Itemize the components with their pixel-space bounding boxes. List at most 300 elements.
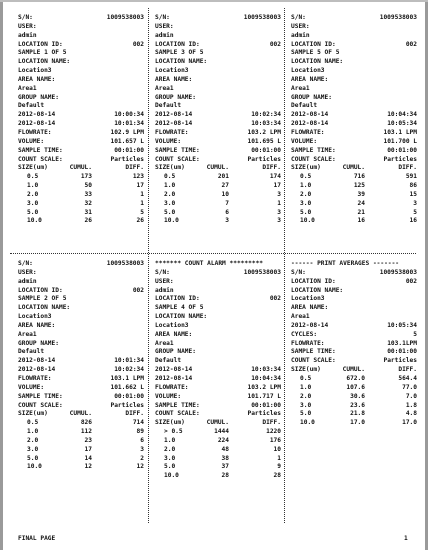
- location-name-value: [18, 67, 144, 76]
- sample-report: [291, 14, 417, 226]
- flowrate-label: FLOWRATE:: [18, 128, 52, 136]
- flowrate-label: FLOWRATE:: [155, 128, 189, 136]
- count-scale-value: Particles: [247, 155, 281, 163]
- sample-time: [18, 147, 144, 156]
- location-id: [18, 287, 144, 296]
- location-name-value-text: Location3: [18, 313, 52, 321]
- area-name-label: [291, 76, 417, 85]
- table-row: [291, 384, 417, 393]
- cumul-cell: 716: [353, 173, 365, 181]
- cumul-cell: 107.6: [346, 383, 365, 391]
- diff-cell: 4.8: [405, 410, 417, 418]
- table-row: [155, 472, 281, 481]
- end-timestamp-label: 2012-08-14: [155, 120, 193, 128]
- count-scale-value: Particles: [110, 155, 144, 163]
- sample-report: [18, 14, 144, 226]
- location-name-label: [291, 287, 417, 296]
- diff-cell: 15: [409, 190, 417, 198]
- sample-index: [18, 295, 144, 304]
- table-row: [291, 191, 417, 200]
- size-table-header: [18, 410, 144, 419]
- end-timestamp-value: 10:02:34: [114, 366, 144, 374]
- size-cell: 0.5: [27, 419, 39, 427]
- flowrate-value: 103.1 LPM: [110, 374, 144, 382]
- user-value: [155, 32, 281, 41]
- cumul-header: CUMUL.: [206, 164, 229, 172]
- table-row: [291, 419, 417, 428]
- cumul-cell: 32: [84, 199, 92, 207]
- group-name-label: [155, 94, 281, 103]
- area-name-value-text: Area1: [18, 84, 37, 92]
- size-cell: 1.0: [300, 383, 312, 391]
- location-id: [155, 295, 281, 304]
- diff-header: DIFF.: [262, 419, 281, 427]
- area-name-label-text: AREA NAME:: [18, 75, 56, 83]
- cumul-cell: 12: [84, 463, 92, 471]
- diff-cell: 9: [277, 463, 281, 471]
- size-cell: 2.0: [300, 190, 312, 198]
- sample-time-value: 00:01:00: [387, 146, 417, 154]
- size-table-header: [291, 366, 417, 375]
- size-cell: 3.0: [300, 401, 312, 409]
- location-name-label: [291, 58, 417, 67]
- area-name-value: [155, 85, 281, 94]
- user-value-text: admin: [18, 31, 37, 39]
- group-name-label-text: GROUP NAME:: [155, 348, 196, 356]
- flowrate-value: 103.2 LPM: [247, 383, 281, 391]
- cumul-cell: 48: [221, 445, 229, 453]
- diff-cell: 5: [140, 208, 144, 216]
- group-name-value-text: Default: [18, 102, 45, 110]
- table-row: [18, 200, 144, 209]
- diff-cell: 16: [409, 217, 417, 225]
- cumul-cell: 14: [84, 454, 92, 462]
- sample-time: [155, 147, 281, 156]
- sample-index: [291, 49, 417, 58]
- cumul-cell: 1444: [214, 428, 229, 436]
- user-label-text: USER:: [155, 22, 174, 30]
- sample-time-label: SAMPLE TIME:: [291, 146, 336, 154]
- size-cell: 5.0: [300, 208, 312, 216]
- sample-report: [155, 260, 281, 481]
- diff-cell: 10: [273, 445, 281, 453]
- serial-number-value: 1009538003: [379, 268, 417, 276]
- size-cell: 0.5: [27, 173, 39, 181]
- location-id-value: 002: [269, 40, 281, 48]
- print-averages-banner-text: ------ PRINT AVERAGES -------: [291, 260, 400, 267]
- cumul-cell: 37: [221, 463, 229, 471]
- location-name-label-text: LOCATION NAME:: [155, 313, 208, 321]
- location-id-value: 002: [405, 277, 417, 285]
- cumul-cell: 38: [221, 454, 229, 462]
- table-row: [291, 182, 417, 191]
- flowrate-label: FLOWRATE:: [291, 128, 325, 136]
- table-row: [18, 463, 144, 472]
- table-row: [291, 217, 417, 226]
- location-id-value: 002: [132, 40, 144, 48]
- timestamp-label: 2012-08-14: [291, 321, 329, 329]
- cumul-cell: 21.8: [350, 410, 365, 418]
- cumul-cell: 6: [225, 208, 229, 216]
- serial-number: [155, 14, 281, 23]
- start-timestamp-label: 2012-08-14: [18, 357, 56, 365]
- size-cell: 3.0: [164, 454, 176, 462]
- group-name-label: [291, 94, 417, 103]
- location-id: [18, 41, 144, 50]
- size-cell: 10.0: [27, 217, 42, 225]
- table-row: [291, 375, 417, 384]
- volume-value: 101.662 L: [110, 383, 144, 391]
- table-row: [291, 410, 417, 419]
- diff-cell: 17.0: [402, 419, 417, 427]
- table-row: [18, 446, 144, 455]
- scan-edge-top: [0, 0, 428, 2]
- location-id-label: LOCATION ID:: [155, 295, 200, 303]
- size-header: SIZE(um): [291, 164, 321, 172]
- user-label-text: USER:: [18, 268, 37, 276]
- footer-final-page: FINAL PAGE: [18, 535, 56, 542]
- volume: [155, 393, 281, 402]
- volume-label: VOLUME:: [155, 392, 182, 400]
- user-value-text: admin: [18, 277, 37, 285]
- location-name-value: [155, 67, 281, 76]
- location-id: [155, 41, 281, 50]
- table-row: [18, 191, 144, 200]
- sample-report: [18, 260, 144, 472]
- table-row: [18, 455, 144, 464]
- diff-header: DIFF.: [398, 366, 417, 374]
- area-name-label: [155, 331, 281, 340]
- serial-number: [18, 14, 144, 23]
- sample-time-label: SAMPLE TIME:: [18, 146, 63, 154]
- end-timestamp: [18, 120, 144, 129]
- group-name-value-text: Default: [291, 102, 318, 110]
- group-name-label-text: GROUP NAME:: [18, 93, 59, 101]
- area-name-value: [18, 85, 144, 94]
- user-value: [291, 32, 417, 41]
- size-cell: 3.0: [300, 199, 312, 207]
- size-cell: 1.0: [27, 428, 39, 436]
- area-name-label: [291, 304, 417, 313]
- sample-index: [155, 304, 281, 313]
- area-name-value: [291, 313, 417, 322]
- sample-time: [291, 348, 417, 357]
- flowrate: [18, 129, 144, 138]
- averages-report: [291, 260, 417, 428]
- divider-horizontal: [10, 253, 416, 254]
- area-name-value-text: Area1: [291, 313, 310, 321]
- size-cell: 0.5: [164, 173, 176, 181]
- end-timestamp-value: 10:04:34: [251, 374, 281, 382]
- location-name-label-text: LOCATION NAME:: [18, 304, 71, 312]
- sample-time-label: SAMPLE TIME:: [155, 146, 200, 154]
- group-name-label-text: GROUP NAME:: [291, 93, 332, 101]
- size-cell: 3.0: [164, 199, 176, 207]
- cumul-cell: 31: [84, 208, 92, 216]
- size-cell: 10.0: [300, 217, 315, 225]
- volume-value: 101.700 L: [383, 137, 417, 145]
- size-table-header: [155, 164, 281, 173]
- sample-time-label: SAMPLE TIME:: [155, 401, 200, 409]
- serial-number-value: 1009538003: [243, 268, 281, 276]
- sample-time: [155, 402, 281, 411]
- location-id-value: 002: [269, 295, 281, 303]
- location-name-value-text: Location3: [155, 67, 189, 75]
- diff-cell: 714: [132, 419, 144, 427]
- serial-number-label: S/N:: [18, 260, 33, 267]
- end-timestamp: [291, 120, 417, 129]
- divider-vertical-right: [284, 8, 285, 523]
- start-timestamp: [291, 111, 417, 120]
- end-timestamp-value: 10:01:34: [114, 120, 144, 128]
- table-row: [155, 209, 281, 218]
- size-cell: 10.0: [300, 419, 315, 427]
- sample-index-text: SAMPLE 5 OF 5: [291, 49, 340, 57]
- serial-number-value: 1009538003: [379, 14, 417, 21]
- diff-cell: 3: [277, 208, 281, 216]
- size-cell: 5.0: [27, 208, 39, 216]
- size-cell: 5.0: [27, 454, 39, 462]
- diff-cell: 86: [409, 182, 417, 190]
- cumul-cell: 30.6: [350, 392, 365, 400]
- location-name-value-text: Location3: [291, 295, 325, 303]
- size-cell: 5.0: [300, 410, 312, 418]
- diff-cell: 1: [140, 190, 144, 198]
- diff-cell: 1220: [266, 428, 281, 436]
- cumul-cell: 50: [84, 182, 92, 190]
- size-cell: 1.0: [300, 182, 312, 190]
- user-label: [155, 278, 281, 287]
- area-name-label: [18, 322, 144, 331]
- diff-header: DIFF.: [125, 410, 144, 418]
- diff-cell: 591: [405, 173, 417, 181]
- table-row: [155, 428, 281, 437]
- start-timestamp: [18, 111, 144, 120]
- group-name-label: [155, 348, 281, 357]
- cumul-cell: 10: [221, 190, 229, 198]
- flowrate-label: FLOWRATE:: [291, 339, 325, 347]
- location-name-label-text: LOCATION NAME:: [291, 58, 344, 66]
- sample-time-value: 00:01:00: [251, 146, 281, 154]
- flowrate: [291, 340, 417, 349]
- cycles: [291, 331, 417, 340]
- user-label-text: USER:: [291, 22, 310, 30]
- start-timestamp-label: 2012-08-14: [155, 111, 193, 119]
- serial-number-label: S/N:: [291, 14, 306, 21]
- table-row: [155, 437, 281, 446]
- diff-cell: 1.8: [405, 401, 417, 409]
- user-label: [18, 23, 144, 32]
- cumul-cell: 27: [221, 182, 229, 190]
- cumul-cell: 23: [84, 436, 92, 444]
- size-cell: 1.0: [27, 182, 39, 190]
- diff-cell: 564.4: [398, 374, 417, 382]
- size-cell: 2.0: [164, 445, 176, 453]
- location-name-label: [155, 313, 281, 322]
- location-id-label: LOCATION ID:: [18, 286, 63, 294]
- size-cell: 5.0: [164, 208, 176, 216]
- size-cell: 10.0: [164, 217, 179, 225]
- location-name-label-text: LOCATION NAME:: [155, 58, 208, 66]
- serial-number-value: 1009538003: [106, 260, 144, 267]
- diff-cell: 174: [269, 173, 281, 181]
- count-scale-value: Particles: [110, 401, 144, 409]
- table-row: [155, 191, 281, 200]
- volume-value: 101.657 L: [110, 137, 144, 145]
- location-id-label: LOCATION ID:: [18, 40, 63, 48]
- serial-number: [291, 269, 417, 278]
- cumul-header: CUMUL.: [342, 164, 365, 172]
- size-cell: 10.0: [27, 463, 42, 471]
- area-name-label-text: AREA NAME:: [291, 75, 329, 83]
- volume: [18, 138, 144, 147]
- volume-value: 101.717 L: [247, 392, 281, 400]
- table-row: [155, 182, 281, 191]
- volume-value: 101.695 L: [247, 137, 281, 145]
- table-row: [291, 393, 417, 402]
- area-name-value: [155, 340, 281, 349]
- table-row: [18, 437, 144, 446]
- cumul-cell: 3: [225, 217, 229, 225]
- timestamp: [291, 322, 417, 331]
- flowrate: [291, 129, 417, 138]
- size-cell: 2.0: [27, 436, 39, 444]
- diff-cell: 3: [413, 199, 417, 207]
- count-scale-label: COUNT SCALE:: [291, 357, 336, 365]
- start-timestamp: [18, 357, 144, 366]
- table-row: [18, 217, 144, 226]
- sample-time-value: 00:01:00: [114, 146, 144, 154]
- sample-index-text: SAMPLE 4 OF 5: [155, 304, 204, 312]
- location-name-value-text: Location3: [18, 67, 52, 75]
- start-timestamp-label: 2012-08-14: [18, 111, 56, 119]
- user-value: [155, 287, 281, 296]
- user-label: [18, 269, 144, 278]
- start-timestamp-value: 10:02:34: [251, 111, 281, 119]
- cumul-cell: 17.0: [350, 419, 365, 427]
- count-scale: [18, 402, 144, 411]
- print-averages-banner: [291, 260, 417, 269]
- group-name-value: [291, 102, 417, 111]
- diff-cell: 12: [136, 463, 144, 471]
- count-scale-value: Particles: [247, 410, 281, 418]
- volume-label: VOLUME:: [291, 137, 318, 145]
- count-scale: [291, 156, 417, 165]
- size-cell: 1.0: [164, 182, 176, 190]
- location-name-label-text: LOCATION NAME:: [291, 286, 344, 294]
- sample-time-value: 00:01:00: [251, 401, 281, 409]
- cumul-cell: 672.0: [346, 374, 365, 382]
- location-name-value: [291, 67, 417, 76]
- count-scale: [291, 357, 417, 366]
- count-scale-label: COUNT SCALE:: [18, 155, 63, 163]
- volume: [155, 138, 281, 147]
- diff-cell: 26: [136, 217, 144, 225]
- flowrate: [18, 375, 144, 384]
- size-table-header: [155, 419, 281, 428]
- location-name-value-text: Location3: [291, 67, 325, 75]
- sample-index: [155, 49, 281, 58]
- diff-cell: 28: [273, 472, 281, 480]
- serial-number: [155, 269, 281, 278]
- cumul-header: CUMUL.: [206, 419, 229, 427]
- size-cell: 10.0: [164, 472, 179, 480]
- group-name-value: [155, 102, 281, 111]
- end-timestamp-label: 2012-08-14: [155, 374, 193, 382]
- size-header: SIZE(um): [18, 164, 48, 172]
- end-timestamp: [155, 375, 281, 384]
- count-alarm-banner-text: ******* COUNT ALARM *********: [155, 260, 264, 267]
- group-name-label: [18, 94, 144, 103]
- volume: [291, 138, 417, 147]
- flowrate-label: FLOWRATE:: [18, 374, 52, 382]
- end-timestamp-value: 10:05:34: [387, 120, 417, 128]
- table-row: [18, 419, 144, 428]
- location-name-label: [155, 58, 281, 67]
- end-timestamp-label: 2012-08-14: [18, 366, 56, 374]
- end-timestamp-label: 2012-08-14: [18, 120, 56, 128]
- volume-label: VOLUME:: [18, 137, 45, 145]
- scan-edge-left: [0, 0, 3, 550]
- diff-cell: 123: [132, 173, 144, 181]
- table-row: [155, 446, 281, 455]
- flowrate-value: 103.1LPM: [387, 339, 417, 347]
- timestamp-value: 10:05:34: [387, 321, 417, 329]
- cumul-cell: 201: [217, 173, 229, 181]
- sample-time-value: 00:01:00: [387, 348, 417, 356]
- size-cell: 2.0: [27, 190, 39, 198]
- cumul-cell: 17: [84, 445, 92, 453]
- serial-number-value: 1009538003: [243, 14, 281, 21]
- size-cell: 3.0: [27, 445, 39, 453]
- start-timestamp-value: 10:01:34: [114, 357, 144, 365]
- serial-number: [291, 14, 417, 23]
- diff-cell: 1: [277, 199, 281, 207]
- diff-header: DIFF.: [262, 164, 281, 172]
- count-scale-label: COUNT SCALE:: [155, 155, 200, 163]
- start-timestamp-label: 2012-08-14: [155, 366, 193, 374]
- location-name-label: [18, 58, 144, 67]
- table-row: [18, 182, 144, 191]
- group-name-value-text: Default: [18, 348, 45, 356]
- location-name-value: [155, 322, 281, 331]
- count-scale: [155, 156, 281, 165]
- area-name-label: [155, 76, 281, 85]
- diff-cell: 5: [413, 208, 417, 216]
- location-name-value: [291, 295, 417, 304]
- area-name-label-text: AREA NAME:: [155, 330, 193, 338]
- cumul-header: CUMUL.: [342, 366, 365, 374]
- diff-cell: 1: [277, 454, 281, 462]
- serial-number-label: S/N:: [18, 14, 33, 21]
- start-timestamp-value: 10:00:34: [114, 111, 144, 119]
- count-scale-label: COUNT SCALE:: [18, 401, 63, 409]
- diff-cell: 17: [273, 182, 281, 190]
- volume-label: VOLUME:: [18, 383, 45, 391]
- table-row: [155, 200, 281, 209]
- size-table-header: [18, 164, 144, 173]
- volume-label: VOLUME:: [155, 137, 182, 145]
- cumul-cell: 224: [217, 436, 229, 444]
- table-row: [291, 200, 417, 209]
- area-name-value-text: Area1: [18, 330, 37, 338]
- table-row: [291, 402, 417, 411]
- cumul-cell: 26: [84, 217, 92, 225]
- size-cell: 5.0: [164, 463, 176, 471]
- serial-number-value: 1009538003: [106, 14, 144, 21]
- area-name-label-text: AREA NAME:: [18, 321, 56, 329]
- volume: [18, 384, 144, 393]
